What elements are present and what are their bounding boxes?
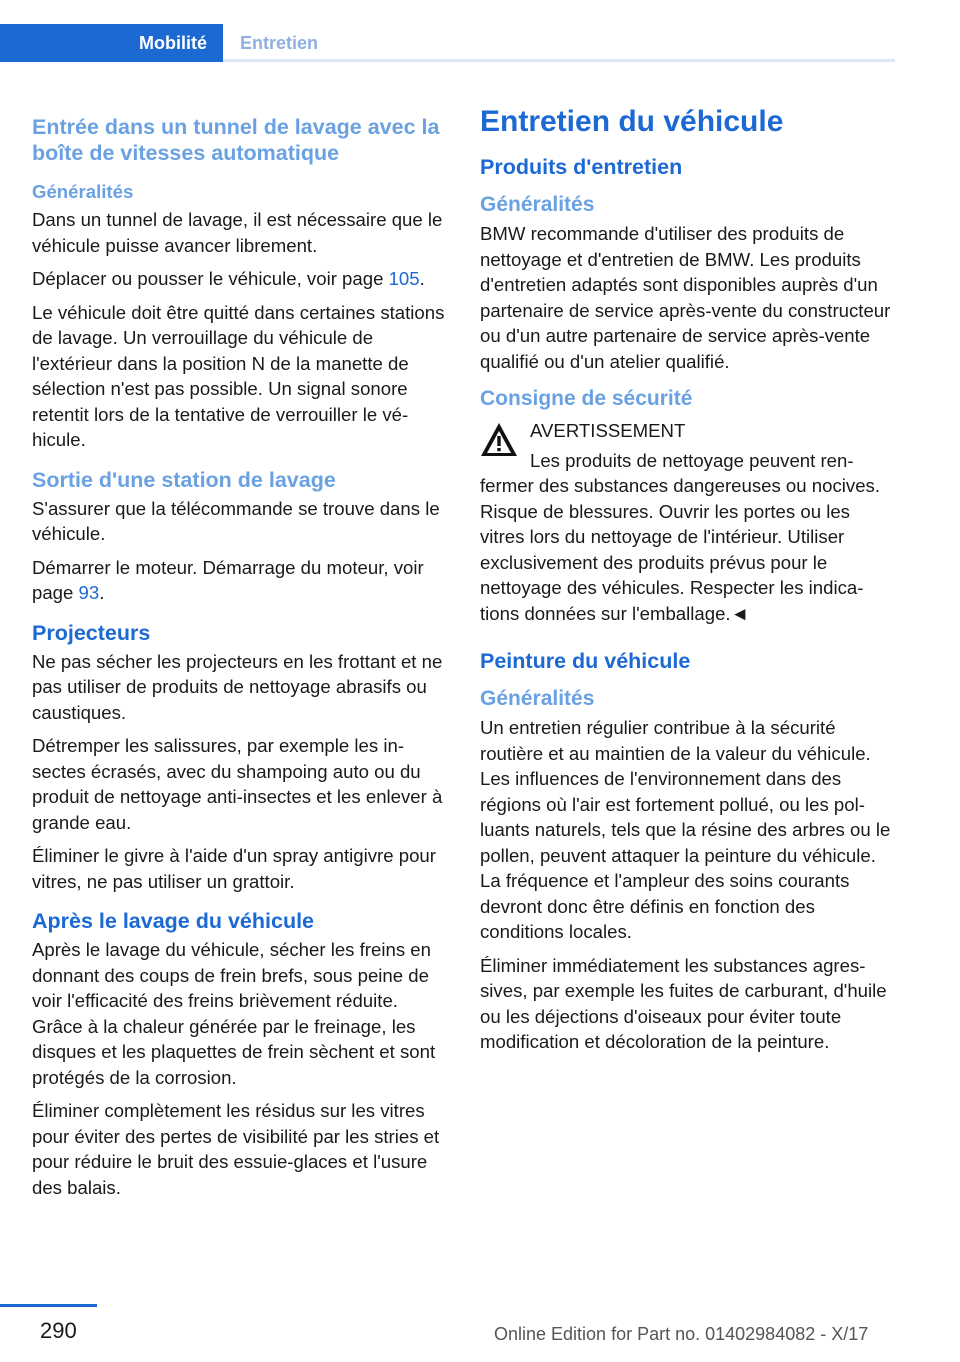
paragraph: Éliminer immédiatement les substances agressives, par exemple les fuites de carburant, d'huile ou les déjections d'oiseaux pour éviter toute modification et décoloration de la peinture. bbox=[480, 954, 887, 1052]
section-heading-peinture: Peinture du véhicule bbox=[480, 649, 691, 673]
footer-rule bbox=[0, 1304, 97, 1307]
text: Déplacer ou pousser le véhicule, voir page bbox=[32, 268, 389, 289]
page-link-93[interactable]: 93 bbox=[78, 582, 100, 603]
warning-triangle-icon bbox=[480, 422, 518, 457]
tab-entretien[interactable] bbox=[240, 24, 318, 62]
section-heading-sortie: Sortie d'une station de lavage bbox=[32, 467, 336, 492]
tab-mobilite-label: Mobilité bbox=[139, 33, 207, 53]
paragraph-with-link bbox=[32, 555, 448, 606]
warning-title: AVERTISSEMENT bbox=[530, 420, 686, 441]
paragraph: Détremper les salissures, par exemple les insectes écrasés, avec du shampoing auto ou du produit de nettoyage anti-insectes et les enlever à grande eau. bbox=[32, 735, 443, 833]
chapter-tabs bbox=[0, 24, 895, 62]
paragraph: Éliminer complètement les résidus sur les vitres pour éviter des pertes de visibilité par les stries et pour réduire le bruit des essuie-glaces et l'usure des balais. bbox=[32, 1100, 440, 1198]
warning-body: Les produits de nettoyage peuvent renfermer des substances dangereuses ou nocives. Risque de blessures. Ouvrir les portes ou les vitres lors du nettoyage de l'intérieur. Utiliser exclusivement des produits prévus pour le nettoyage des véhicules. Respecter les indications données sur l'emballage.◄ bbox=[480, 449, 880, 624]
section-heading-tunnel: Entrée dans un tunnel de lavage avec la boîte de vitesses automatique bbox=[32, 115, 440, 165]
page-number: 290 bbox=[40, 1318, 77, 1343]
tab-mobilite[interactable] bbox=[0, 24, 223, 62]
subheading-generalites: Généralités bbox=[480, 193, 595, 216]
subheading-generalites: Généralités bbox=[32, 181, 134, 202]
chapter-title: Entretien du véhicule bbox=[480, 105, 784, 138]
section-heading-produits: Produits d'entretien bbox=[480, 155, 683, 179]
edition-note: Online Edition for Part no. 01402984082 - X/17 bbox=[494, 1324, 869, 1344]
text: . bbox=[419, 268, 425, 289]
right-column bbox=[480, 100, 896, 1063]
paragraph-with-link bbox=[32, 266, 448, 292]
section-heading-apres-lavage: Après le lavage du véhicule bbox=[32, 909, 315, 933]
text: . bbox=[99, 582, 105, 603]
paragraph: Un entretien régulier contribue à la sécurité routière et au maintien de la valeur du véhicule. Les influences de l'environnement dans des régions où l'air est fortement pollué, ou les polluants naturels, tels que la résine des arbres ou le pollen, peuvent attaquer la peinture du véhicule. La fréquence et l'ampleur des soins courants devront donc être définis en fonction des conditions locales. bbox=[480, 717, 891, 942]
page-link-105[interactable]: 105 bbox=[388, 268, 420, 289]
paragraph: Éliminer le givre à l'aide d'un spray antigivre pour vitres, ne pas utiliser un grattoir. bbox=[32, 845, 436, 892]
section-heading-projecteurs: Projecteurs bbox=[32, 620, 151, 645]
subheading-securite: Consigne de sécurité bbox=[480, 387, 693, 410]
text: Démarrer le moteur. Démarrage du moteur, voir page bbox=[32, 556, 424, 603]
warning-box bbox=[480, 418, 896, 626]
paragraph: Ne pas sécher les projecteurs en les frottant et ne pas utiliser de produits de nettoyage abrasifs ou caustiques. bbox=[32, 650, 443, 723]
paragraph: Après le lavage du véhicule, sécher les freins en donnant des coups de frein brefs, sous peine de voir l'efficacité des freins brièvement réduite. Grâce à la chaleur générée par le freinage, les disques et les plaquettes de frein sèchent et sont protégés de la corrosion. bbox=[32, 939, 436, 1088]
paragraph: BMW recommande d'utiliser des produits de nettoyage et d'entretien de BMW. Les produits d'entretien adaptés sont disponibles auprès d'un partenaire de service après-vente du constructeur ou d'un autre partenaire de service après-vente qualifié ou d'un atelier qualifié. bbox=[480, 223, 891, 372]
subheading-generalites: Généralités bbox=[480, 687, 595, 710]
tab-entretien-label: Entretien bbox=[240, 33, 319, 53]
left-column bbox=[32, 100, 448, 1208]
paragraph: Dans un tunnel de lavage, il est nécessaire que le véhicule puisse avancer librement. bbox=[32, 209, 443, 256]
tab-underline bbox=[223, 59, 895, 62]
paragraph: Le véhicule doit être quitté dans certaines stations de lavage. Un verrouillage du véhicule de l'extérieur dans la position N de la manette de sélection n'est pas possible. Un signal sonore retentit lors de la tentative de verrouiller le véhicule. bbox=[32, 301, 445, 450]
paragraph: S'assurer que la télécommande se trouve dans le véhicule. bbox=[32, 497, 440, 544]
